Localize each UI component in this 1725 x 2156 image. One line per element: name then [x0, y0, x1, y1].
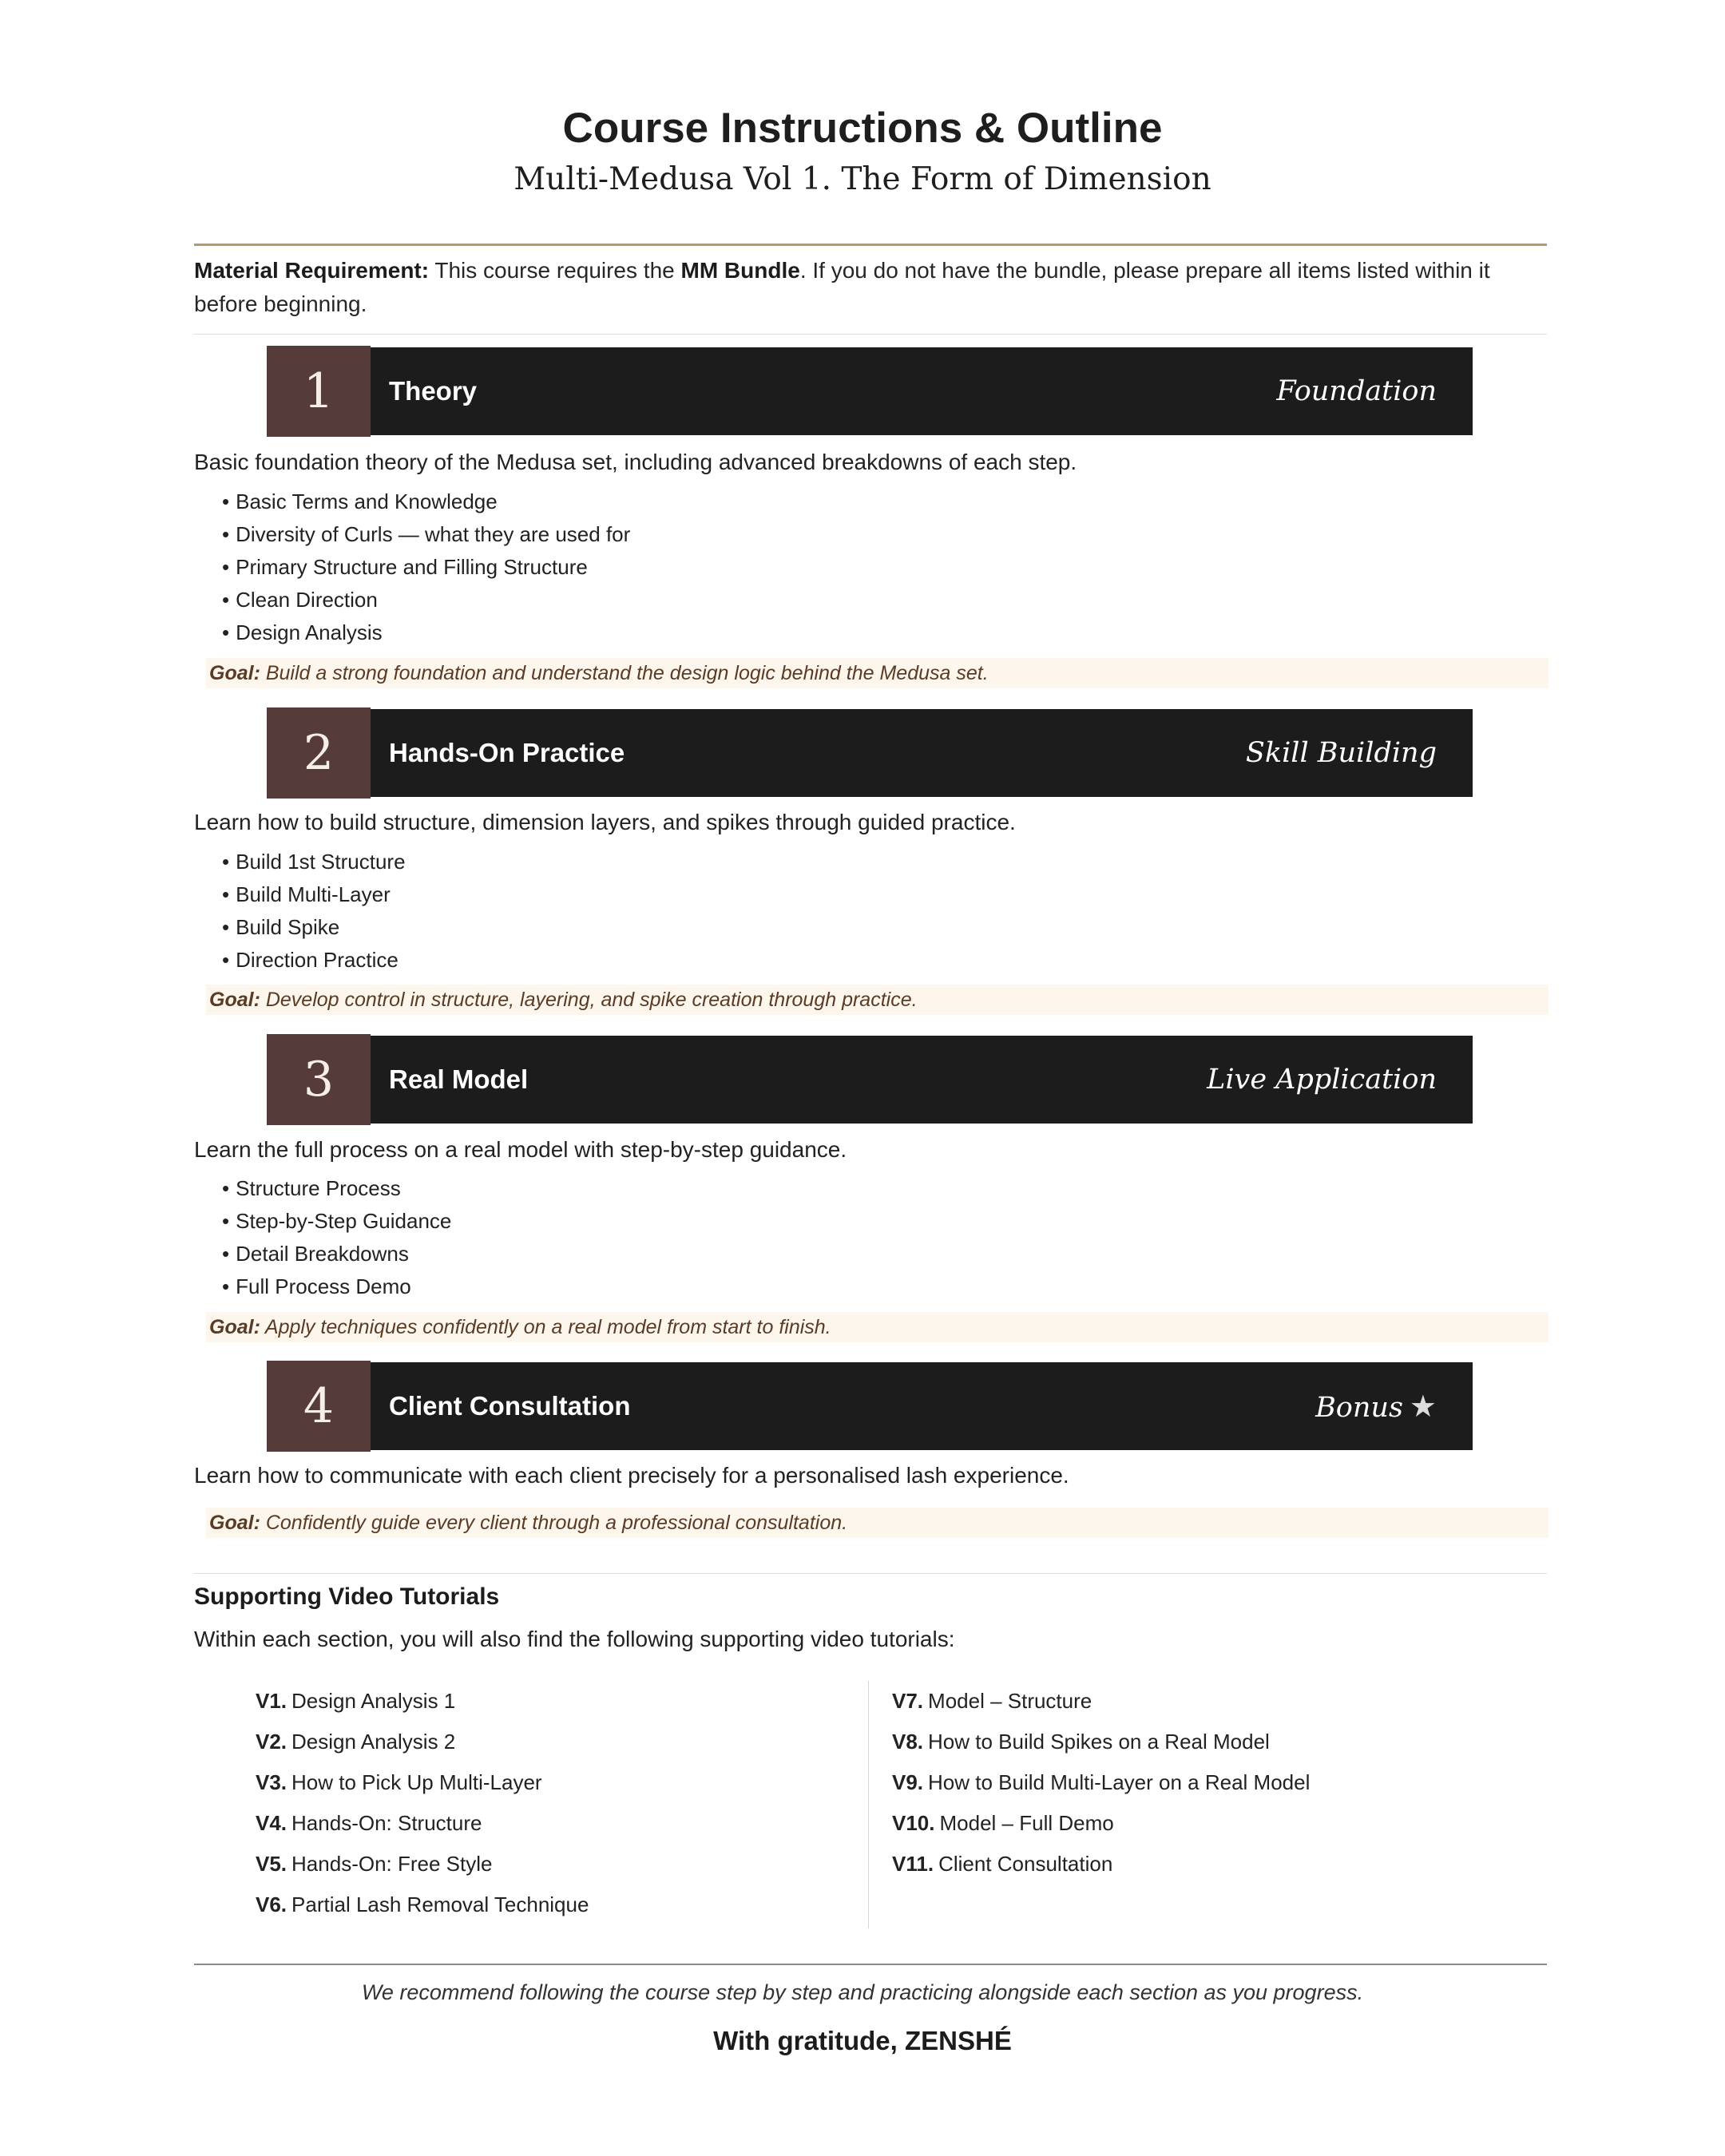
- video-item: V4. Hands-On: Structure: [256, 1811, 482, 1835]
- section-header-real-model: [267, 1036, 1473, 1124]
- material-bundle-name: MM Bundle: [680, 258, 800, 283]
- section-header-client-consultation: [267, 1362, 1473, 1450]
- bullet-item: • Build Spike: [222, 911, 406, 944]
- bullet-item: • Detail Breakdowns: [222, 1238, 451, 1270]
- goal-label: Goal:: [209, 662, 260, 684]
- goal-label: Goal:: [209, 989, 260, 1011]
- goal-label: Goal:: [209, 1316, 260, 1338]
- bullet-item: • Build Multi-Layer: [222, 878, 406, 911]
- section-goal: [206, 1312, 1549, 1342]
- page-subtitle: Multi-Medusa Vol 1. The Form of Dimension: [514, 161, 1211, 197]
- section-goal: [206, 1508, 1549, 1538]
- section-number: 3: [267, 1034, 371, 1125]
- goal-text: Apply techniques confidently on a real model from start to finish.: [260, 1316, 831, 1338]
- section-tag-text: Bonus: [1315, 1392, 1403, 1424]
- section-header-theory: [267, 347, 1473, 435]
- material-label: Material Requirement:: [194, 258, 430, 283]
- footer-recommendation: We recommend following the course step by step and practicing alongside each section as you progress.: [361, 1980, 1364, 2004]
- video-item: V5. Hands-On: Free Style: [256, 1852, 493, 1876]
- bullet-item: • Structure Process: [222, 1172, 451, 1205]
- video-item: V2. Design Analysis 2: [256, 1730, 456, 1754]
- section-goal: [206, 985, 1549, 1015]
- bullet-item: • Primary Structure and Filling Structure: [222, 551, 630, 584]
- bullet-item: • Design Analysis: [222, 616, 630, 649]
- section-bullets: [222, 846, 406, 977]
- video-item: V1. Design Analysis 1: [256, 1689, 456, 1713]
- video-list-left: [256, 1681, 589, 1925]
- section-title: Hands-On Practice: [389, 738, 625, 767]
- section-title: Theory: [389, 376, 478, 406]
- goal-text: Build a strong foundation and understand the design logic behind the Medusa set.: [260, 662, 989, 684]
- section-tag: [1315, 1362, 1437, 1450]
- material-text-before: This course requires the: [429, 258, 681, 283]
- bullet-item: • Basic Terms and Knowledge: [222, 485, 630, 518]
- section-description: Learn how to communicate with each client precisely for a personalised lash experience.: [194, 1463, 1069, 1488]
- section-number: 4: [267, 1361, 371, 1452]
- videos-divider: [194, 1573, 1547, 1574]
- bullet-item: • Step-by-Step Guidance: [222, 1205, 451, 1238]
- video-item: V8. How to Build Spikes on a Real Model: [892, 1730, 1270, 1754]
- videos-intro: Within each section, you will also find the following supporting video tutorials:: [194, 1627, 955, 1651]
- material-text-after: . If you do not have the bundle, please prepare all items listed within it before beginning.: [194, 258, 1490, 316]
- section-description: Learn how to build structure, dimension layers, and spikes through guided practice.: [194, 810, 1016, 834]
- section-goal: [206, 658, 1549, 688]
- material-divider: [194, 334, 1547, 335]
- section-tag: Live Application: [1207, 1064, 1437, 1096]
- section-title: Client Consultation: [389, 1391, 631, 1421]
- star-icon: ★: [1409, 1389, 1437, 1424]
- section-bullets: [222, 485, 630, 649]
- section-description: Basic foundation theory of the Medusa set, including advanced breakdowns of each step.: [194, 450, 1077, 474]
- video-item: V3. How to Pick Up Multi-Layer: [256, 1770, 542, 1794]
- video-item: V6. Partial Lash Removal Technique: [256, 1892, 589, 1916]
- footer-divider: [194, 1964, 1547, 1965]
- title-divider: [194, 244, 1547, 246]
- goal-text: Develop control in structure, layering, and spike creation through practice.: [260, 989, 918, 1011]
- bullet-item: • Full Process Demo: [222, 1270, 451, 1303]
- bullet-item: • Clean Direction: [222, 584, 630, 616]
- video-item: V10. Model – Full Demo: [892, 1811, 1114, 1835]
- bullet-item: • Direction Practice: [222, 944, 406, 977]
- goal-text: Confidently guide every client through a professional consultation.: [260, 1512, 848, 1534]
- material-requirement: [194, 254, 1547, 321]
- section-header-hands-on-practice: [267, 709, 1473, 797]
- footer-signoff: With gratitude, ZENSHÉ: [713, 2026, 1012, 2055]
- video-item: V9. How to Build Multi-Layer on a Real Model: [892, 1770, 1311, 1794]
- section-tag: Foundation: [1276, 375, 1437, 407]
- bullet-item: • Diversity of Curls — what they are used for: [222, 518, 630, 551]
- section-title: Real Model: [389, 1064, 529, 1094]
- section-number: 2: [267, 707, 371, 799]
- video-item: V11. Client Consultation: [892, 1852, 1113, 1876]
- bullet-item: • Build 1st Structure: [222, 846, 406, 878]
- page-title: Course Instructions & Outline: [562, 105, 1163, 152]
- video-column-divider: [868, 1681, 869, 1928]
- section-tag: Skill Building: [1245, 737, 1437, 769]
- goal-label: Goal:: [209, 1512, 260, 1534]
- video-list-right: [892, 1681, 1310, 1885]
- section-bullets: [222, 1172, 451, 1303]
- videos-heading: Supporting Video Tutorials: [194, 1583, 500, 1610]
- section-description: Learn the full process on a real model with step-by-step guidance.: [194, 1137, 847, 1162]
- video-item: V7. Model – Structure: [892, 1689, 1092, 1713]
- section-number: 1: [267, 346, 371, 437]
